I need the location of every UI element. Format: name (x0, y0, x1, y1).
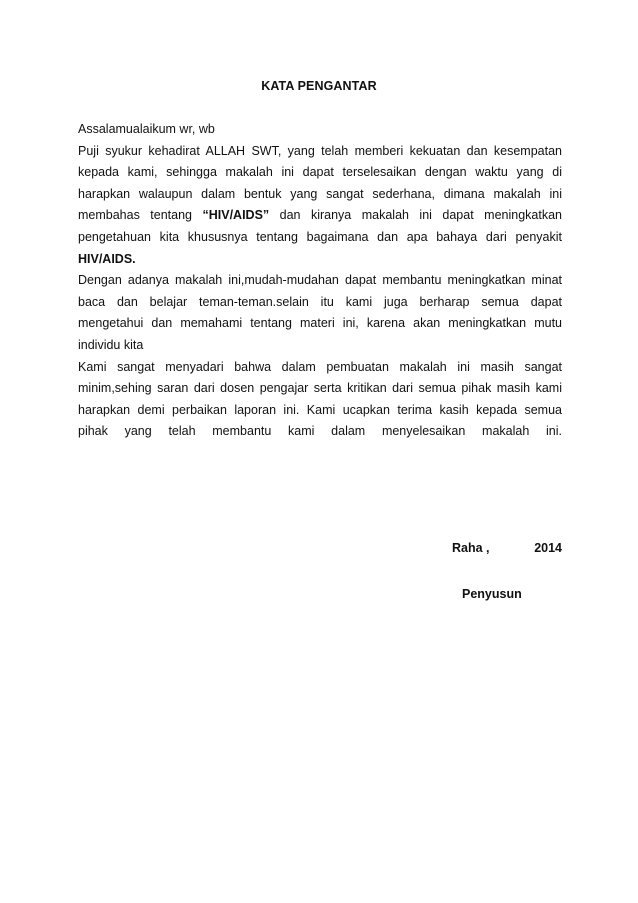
paragraph1-line6: HIV/AIDS. (78, 251, 136, 266)
page-title: KATA PENGANTAR (261, 79, 377, 93)
signature-year: 2014 (534, 541, 562, 555)
paragraph1-line5: pengetahuan kita khususnya tentang bagaimana dan apa bahaya dari penyakit (78, 229, 562, 244)
topic-emphasis: “HIV/AIDS” (202, 208, 270, 223)
paragraph1-line1: Puji syukur kehadirat ALLAH SWT, yang telah memberi kekuatan dan kesempatan (78, 143, 562, 158)
paragraph3-line2: minim,sehing saran dari dosen pengajar serta kritikan dari semua pihak masih kami (78, 381, 562, 396)
paragraph2-line3: mengetahui dan memahami tentang materi ini, karena akan meningkatkan mutu (78, 316, 562, 331)
signature-author: Penyusun (462, 587, 522, 601)
paragraph3-line3: harapkan demi perbaikan laporan ini. Kami ucapkan terima kasih kepada semua (78, 402, 562, 417)
document-body (78, 119, 562, 443)
signature-place-date (452, 541, 562, 555)
paragraph1-line3: harapkan walaupun dalam bentuk yang sangat sederhana, dimana makalah ini (78, 186, 562, 201)
paragraph1-line4-post: dan kiranya makalah ini dapat meningkatkan (279, 208, 562, 223)
signature-place: Raha , (452, 541, 490, 555)
paragraph1-line4 (78, 205, 562, 227)
paragraph1-line4-pre: membahas tentang (78, 208, 193, 223)
paragraph1-line2: kepada kami, sehingga makalah ini dapat terselesaikan dengan waktu yang di (78, 165, 562, 180)
paragraph2-line1: Dengan adanya makalah ini,mudah-mudahan dapat membantu meningkatkan minat (78, 273, 562, 288)
paragraph2-line2: baca dan belajar teman-teman.selain itu kami juga berharap semua dapat (78, 294, 562, 309)
paragraph2-line4: individu kita (78, 337, 144, 352)
greeting-line: Assalamualaikum wr, wb (78, 122, 215, 136)
paragraph3-line4: pihak yang telah membantu kami dalam menyelesaikan makalah ini. (78, 424, 562, 439)
paragraph3-line1: Kami sangat menyadari bahwa dalam pembuatan makalah ini masih sangat (78, 359, 562, 374)
